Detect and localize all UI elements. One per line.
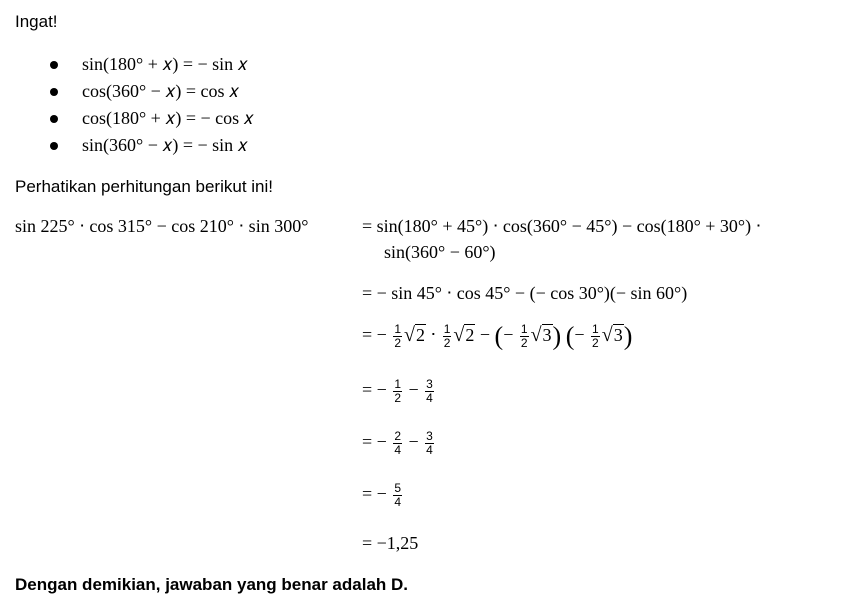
equation-step-3: = − $\frac{1}{2}$ √2 ⋅ $\frac{1}{2}$ √2 − (− $\frac{1}{2}$ √3) (− $\frac{1}{2}$ √3) — [362, 321, 633, 351]
fraction: $\frac{1}{2}$ — [394, 322, 401, 350]
bullet-icon — [50, 115, 58, 123]
fraction: $\frac{3}{4}$ — [426, 377, 433, 405]
identity-item: cos(180° + 𝑥) = − cos 𝑥 — [82, 108, 254, 128]
equation-final: = −1,25 — [362, 533, 419, 553]
identity-item: cos(360° − 𝑥) = cos 𝑥 — [82, 81, 240, 101]
equation-step-2: = − sin 45° ⋅ cos 45° − (− cos 30°)(− sin 60°) — [362, 283, 688, 303]
sqrt: √3 — [530, 323, 552, 346]
equation-step-5: = − $\frac{2}{4}$ − $\frac{3}{4}$ — [362, 429, 433, 457]
bullet-icon — [50, 61, 58, 69]
fraction: $\frac{2}{4}$ — [394, 429, 401, 457]
sqrt: √3 — [601, 323, 623, 346]
equation-lhs: sin 225° ⋅ cos 315° − cos 210° ⋅ sin 300° — [15, 216, 309, 236]
equation-step-1: = sin(180° + 45°) ⋅ cos(360° − 45°) − cos(180° + 30°) ⋅ — [362, 216, 762, 236]
identity-item: sin(180° + 𝑥) = − sin 𝑥 — [82, 54, 248, 74]
equation-step-4: = − $\frac{1}{2}$ − $\frac{3}{4}$ — [362, 377, 433, 405]
conclusion-text: Dengan demikian, jawaban yang benar adalah D. — [15, 575, 409, 594]
fraction: $\frac{1}{2}$ — [592, 322, 599, 350]
fraction: $\frac{1}{2}$ — [394, 377, 401, 405]
perhatikan-text: Perhatikan perhitungan berikut ini! — [15, 177, 273, 196]
fraction: $\frac{1}{2}$ — [520, 322, 528, 350]
bullet-icon — [50, 142, 58, 150]
equation-step-1-cont: sin(360° − 60°) — [384, 242, 496, 262]
intro-text: Ingat! — [15, 12, 58, 31]
bullet-icon — [50, 88, 58, 96]
equation-step-6: = − $\frac{5}{4}$ — [362, 481, 401, 509]
fraction: $\frac{5}{4}$ — [394, 481, 401, 509]
sqrt: √2 — [453, 323, 475, 346]
fraction: $\frac{3}{4}$ — [426, 429, 433, 457]
identity-item: sin(360° − 𝑥) = − sin 𝑥 — [82, 135, 248, 155]
fraction: $\frac{1}{2}$ — [443, 322, 451, 350]
sqrt: √2 — [404, 323, 425, 346]
